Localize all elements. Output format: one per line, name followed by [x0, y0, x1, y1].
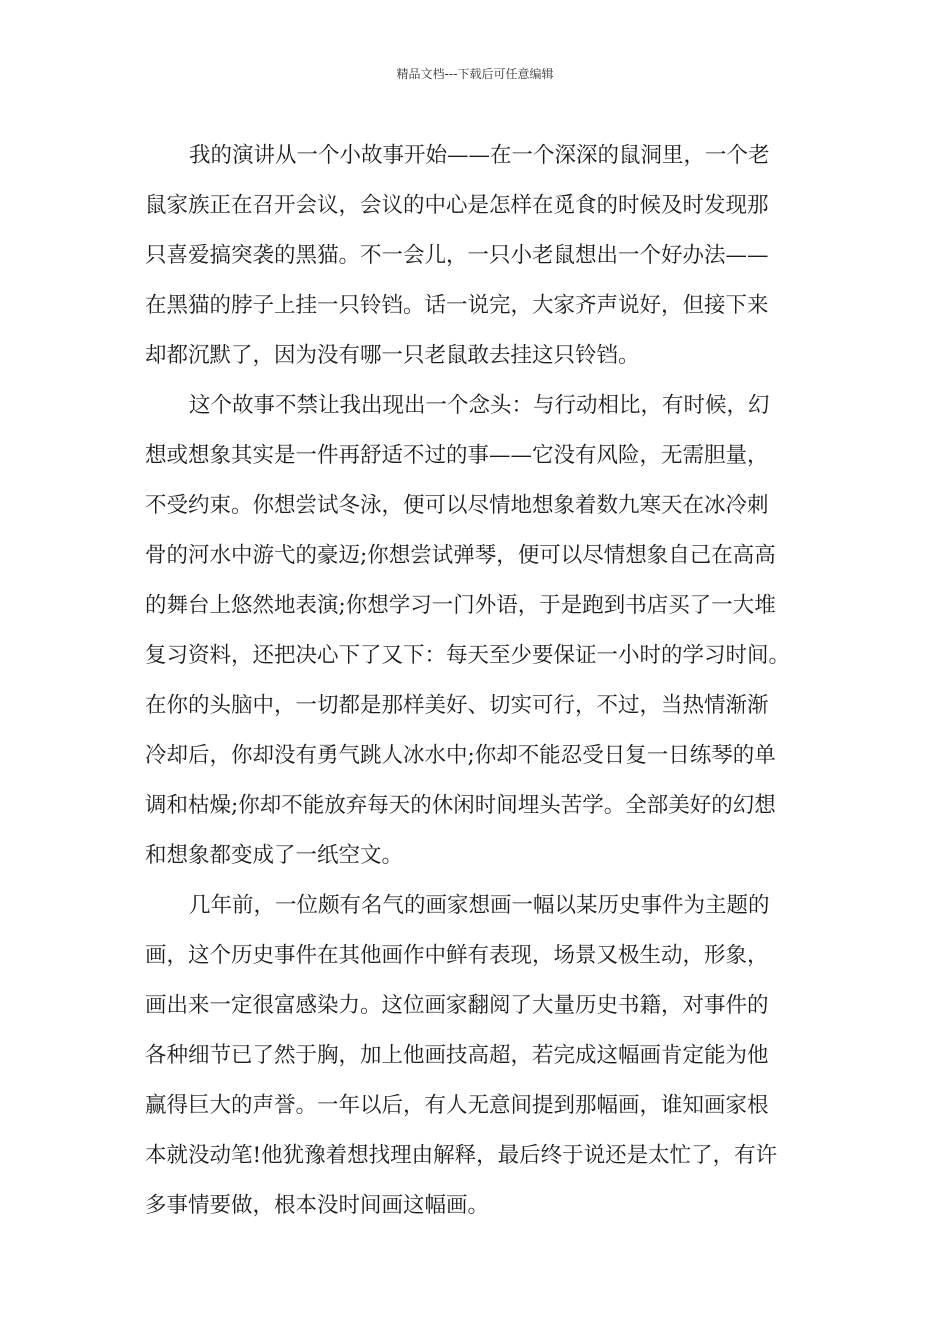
text-line: 多事情要做，根本没时间画这幅画。	[145, 1193, 490, 1218]
text-line: 调和枯燥;你却不能放弃每天的休闲时间埋头苦学。全部美好的幻想	[145, 793, 776, 818]
text-line: 我的演讲从一个小故事开始——在一个深深的鼠洞里，一个老	[189, 143, 770, 168]
document-body	[145, 131, 810, 1231]
text-line: 骨的河水中游弋的豪迈;你想尝试弹琴，便可以尽情想象自己在高高	[145, 543, 776, 568]
page-header: 精品文档---下载后可任意编辑	[396, 67, 554, 81]
text-line: 几年前，一位颇有名气的画家想画一幅以某历史事件为主题的	[189, 893, 770, 918]
text-line: 在黑猫的脖子上挂一只铃铛。话一说完，大家齐声说好，但接下来	[145, 293, 769, 318]
text-line: 的舞台上悠然地表演;你想学习一门外语，于是跑到书店买了一大堆	[145, 593, 776, 618]
text-line: 鼠家族正在召开会议，会议的中心是怎样在觅食的时候及时发现那	[145, 193, 769, 218]
text-line: 不受约束。你想尝试冬泳，便可以尽情地想象着数九寒天在冰冷刺	[145, 493, 769, 518]
text-line: 赢得巨大的声誉。一年以后，有人无意间提到那幅画，谁知画家根	[145, 1093, 769, 1118]
text-line: 画出来一定很富感染力。这位画家翻阅了大量历史书籍，对事件的	[145, 993, 769, 1018]
text-line: 想或想象其实是一件再舒适不过的事——它没有风险，无需胆量，	[145, 443, 769, 468]
text-line: 只喜爱搞突袭的黑猫。不一会儿，一只小老鼠想出一个好办法——	[145, 243, 769, 268]
text-line: 在你的头脑中，一切都是那样美好、切实可行，不过，当热情渐渐	[145, 693, 769, 718]
paragraph-2	[145, 381, 810, 881]
paragraph-3	[145, 881, 810, 1231]
text-line: 各种细节已了然于胸，加上他画技高超，若完成这幅画肯定能为他	[145, 1043, 769, 1068]
text-line: 冷却后，你却没有勇气跳人冰水中;你却不能忍受日复一日练琴的单	[145, 743, 776, 768]
text-line: 画，这个历史事件在其他画作中鲜有表现，场景又极生动，形象，	[145, 943, 769, 968]
text-line: 复习资料，还把决心下了又下：每天至少要保证一小时的学习时间。	[145, 643, 791, 668]
paragraph-1	[145, 131, 810, 381]
text-line: 和想象都变成了一纸空文。	[145, 843, 404, 868]
text-line: 这个故事不禁让我出现出一个念头：与行动相比，有时候，幻	[189, 393, 770, 418]
text-line: 却都沉默了，因为没有哪一只老鼠敢去挂这只铃铛。	[145, 343, 640, 368]
text-line: 本就没动笔!他犹豫着想找理由解释，最后终于说还是太忙了，有许	[145, 1143, 778, 1168]
